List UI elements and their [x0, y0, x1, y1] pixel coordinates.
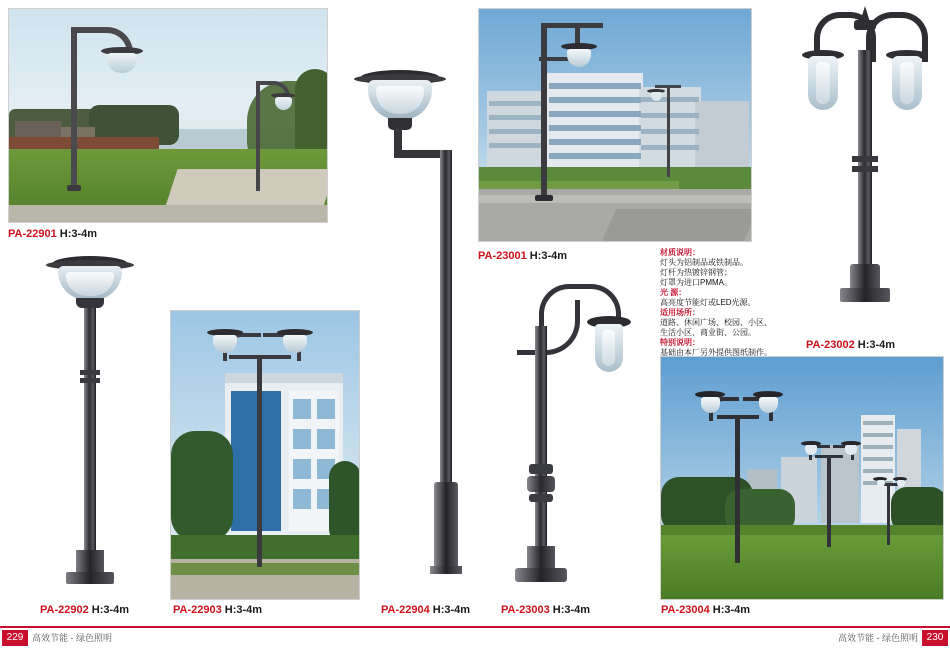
caption-pa-23001 — [478, 250, 567, 262]
product-code: PA-22904 — [381, 604, 430, 616]
spec-line: 基础由本厂另外提供图纸制作。 — [660, 348, 772, 357]
product-dimension: H:3-4m — [857, 339, 896, 351]
caption-pa-22902 — [40, 604, 129, 616]
spec-line: 道路、休闲广场、校园、小区、 — [660, 318, 772, 327]
drawing-pa-23003 — [505, 278, 635, 598]
spec-line: 灯头为铝制品或铁制品。 — [660, 258, 748, 267]
caption-pa-23003 — [501, 604, 590, 616]
caption-pa-22903 — [173, 604, 262, 616]
drawing-pa-22904 — [350, 62, 470, 598]
caption-pa-22901 — [8, 228, 97, 240]
spec-line: 光 源： — [660, 288, 687, 297]
spec-line: 灯杆为热镀锌钢管； — [660, 268, 732, 277]
page-number-left: 229 — [2, 630, 28, 646]
photo-pa-22903 — [170, 310, 360, 600]
product-code: PA-22903 — [173, 604, 222, 616]
drawing-pa-22902 — [36, 250, 146, 598]
drawing-pa-23002 — [790, 6, 940, 332]
product-dimension: H:3-4m — [712, 604, 751, 616]
product-dimension: H:3-4m — [59, 228, 98, 240]
product-code: PA-22901 — [8, 228, 57, 240]
product-dimension: H:3-4m — [224, 604, 263, 616]
product-code: PA-23002 — [806, 339, 855, 351]
spec-line: 特别说明： — [660, 338, 700, 347]
spec-line: 生活小区、商业街、公园。 — [660, 328, 756, 337]
product-dimension: H:3-4m — [91, 604, 130, 616]
product-dimension: H:3-4m — [552, 604, 591, 616]
spec-line: 灯罩为进口PMMA。 — [660, 278, 732, 287]
caption-pa-22904 — [381, 604, 470, 616]
spec-line: 高亮度节能灯或LED光源。 — [660, 298, 756, 307]
product-code: PA-23004 — [661, 604, 710, 616]
spec-line: 适用场所： — [660, 308, 700, 317]
caption-pa-23002 — [806, 339, 895, 351]
photo-pa-23001 — [478, 8, 752, 242]
product-code: PA-23001 — [478, 250, 527, 262]
product-dimension: H:3-4m — [432, 604, 471, 616]
footer-label-left: 高效节能 - 绿色照明 — [32, 633, 112, 643]
footer-divider — [0, 626, 950, 628]
page-number-right: 230 — [922, 630, 948, 646]
spec-line: 材质说明： — [660, 248, 700, 257]
product-code: PA-23003 — [501, 604, 550, 616]
product-dimension: H:3-4m — [529, 250, 568, 262]
caption-pa-23004 — [661, 604, 750, 616]
photo-pa-22901 — [8, 8, 328, 223]
footer-label-right: 高效节能 - 绿色照明 — [838, 633, 918, 643]
spec-text-block — [660, 248, 778, 368]
photo-pa-23004 — [660, 356, 944, 600]
product-code: PA-22902 — [40, 604, 89, 616]
